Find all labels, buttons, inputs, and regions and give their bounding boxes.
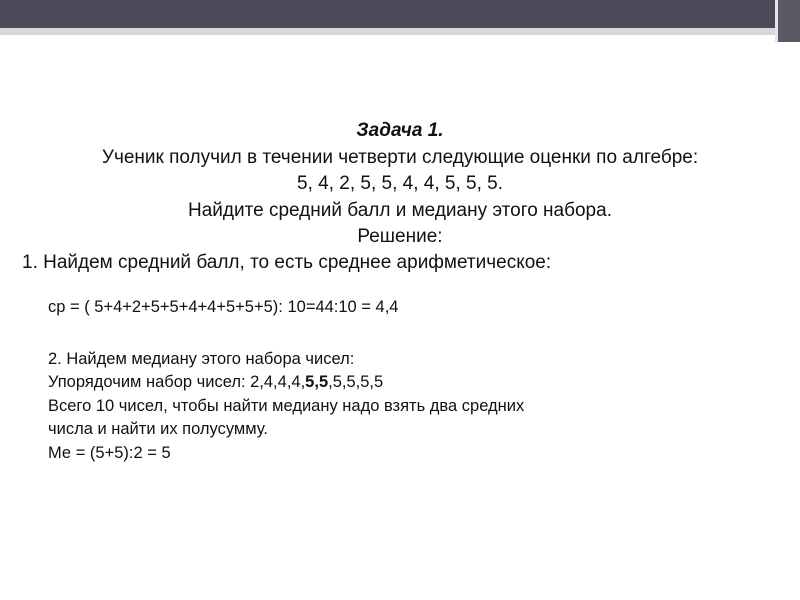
task-statement: [0, 118, 800, 251]
median-result: Ме = (5+5):2 = 5: [48, 443, 171, 462]
grades-list: 5, 4, 2, 5, 5, 4, 4, 5, 5, 5.: [297, 173, 503, 194]
task-text: Ученик получил в течении четверти следующие оценки по алгебре:: [101, 146, 699, 168]
step-two-heading: 2. Найдем медиану этого набора чисел:: [48, 349, 355, 368]
task-question: Найдите средний балл и медиану этого набора.: [188, 199, 612, 221]
middle-value-2: 5: [318, 373, 329, 391]
task-title: Задача 1.: [356, 120, 444, 141]
corner-block: [778, 0, 800, 42]
header-bar: [0, 0, 800, 28]
middle-comma: ,: [314, 373, 319, 391]
step-one-heading: 1. Найдем средний балл, то есть среднее арифметическое:: [22, 252, 552, 273]
spacer: [48, 320, 524, 348]
explanation-line-1: Всего 10 чисел, чтобы найти медиану надо взять два средних: [48, 396, 525, 415]
sorted-set: [48, 371, 524, 395]
explanation-line-2: числа и найти их полусумму.: [48, 420, 268, 438]
sorted-prefix: Упорядочим набор чисел: 2,4,4,4,: [48, 373, 306, 391]
mean-formula: ср = ( 5+4+2+5+5+4+4+5+5+5): 10=44:10 = 4,4: [48, 298, 399, 316]
middle-value-1: 5: [305, 373, 315, 391]
solution-body: [48, 296, 524, 465]
sorted-suffix: ,5,5,5,5: [328, 373, 384, 391]
solution-label: Решение:: [357, 226, 443, 247]
header-stripe: [0, 28, 800, 35]
